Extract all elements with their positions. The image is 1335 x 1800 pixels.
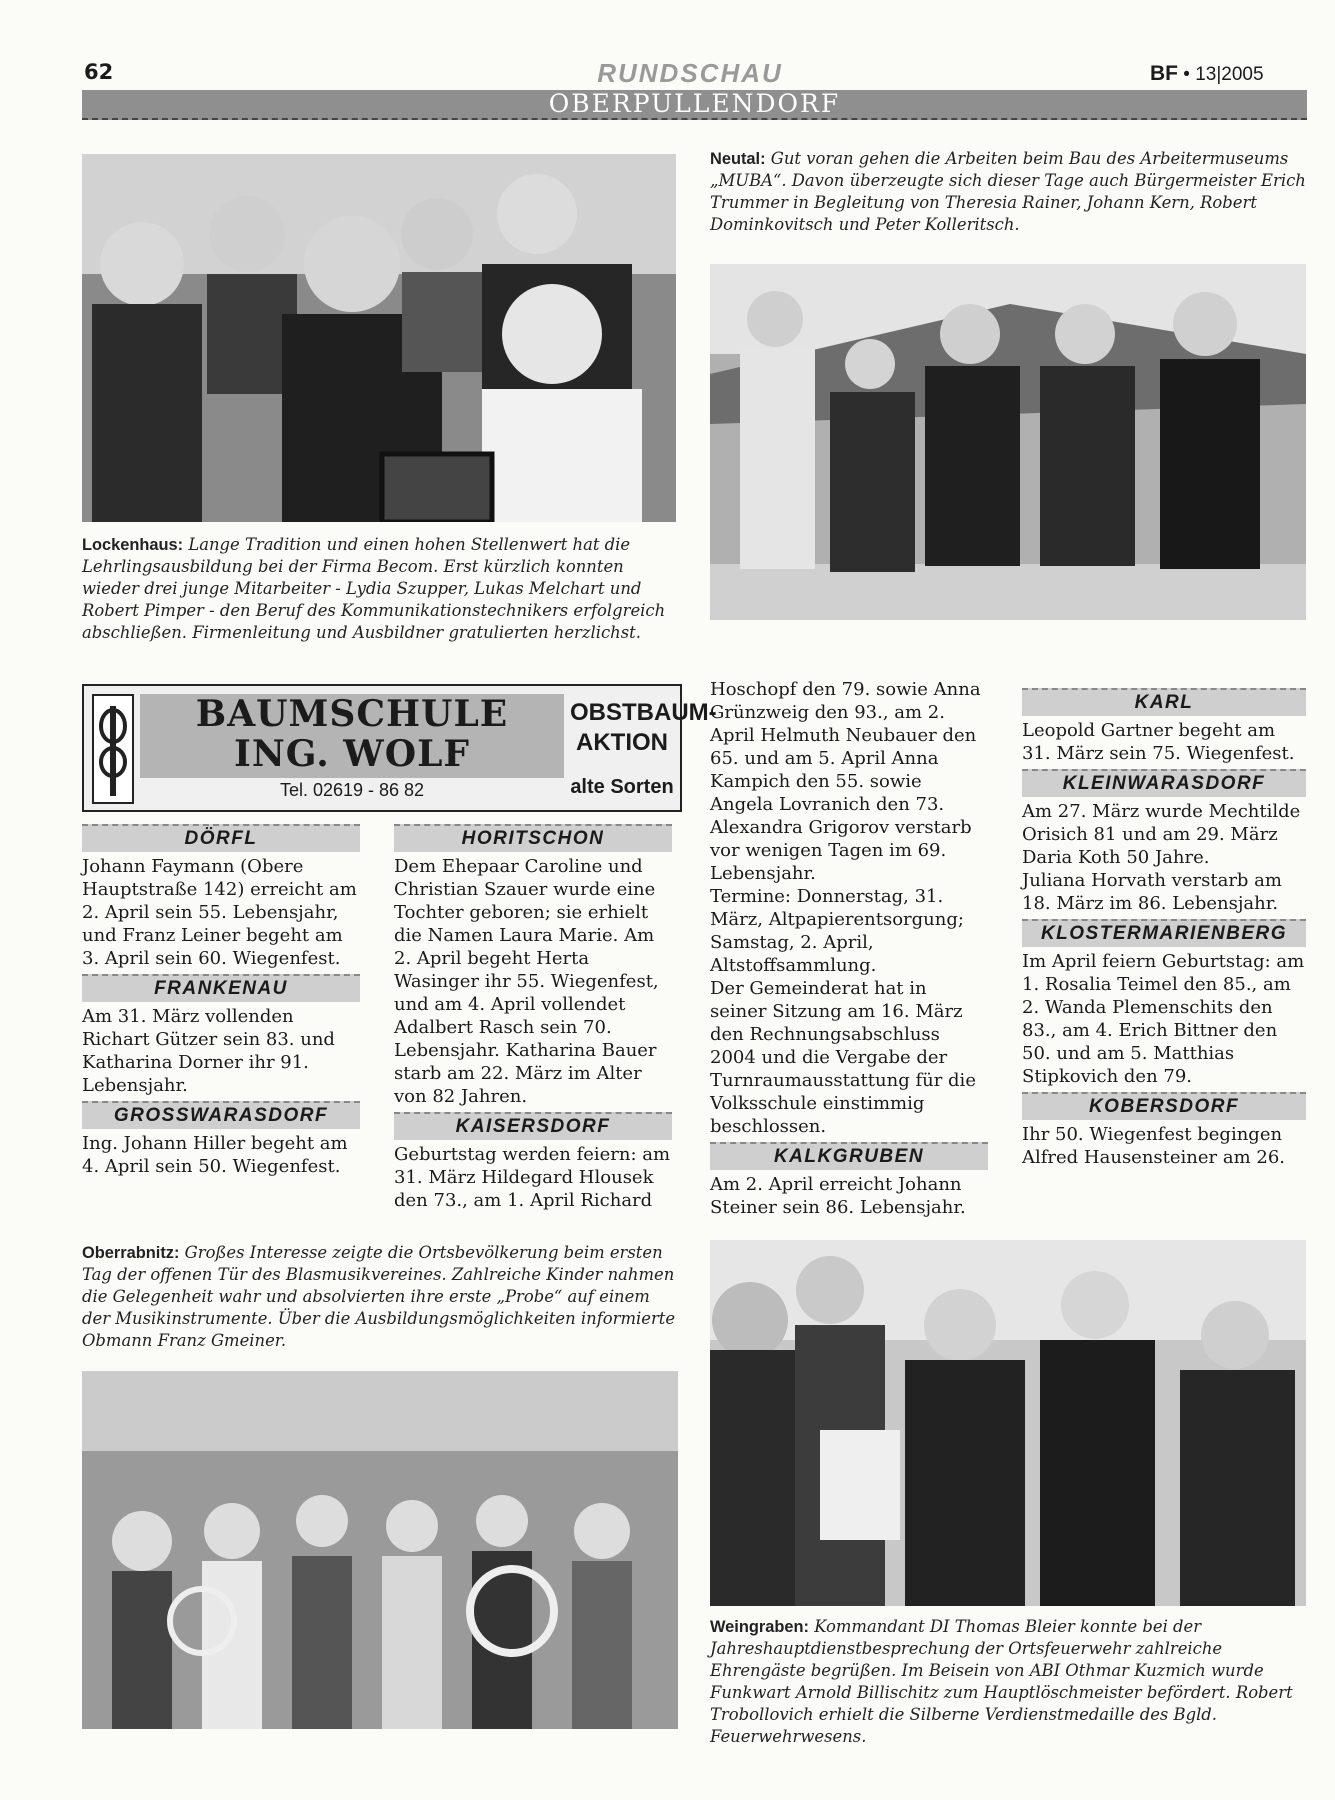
heading-kaisersdorf: KAISERSDORF [394, 1112, 672, 1140]
heading-kalkgruben: KALKGRUBEN [710, 1142, 988, 1170]
text-kaisersdorf-continued-4: Der Gemeinderat hat in seiner Sitzung am 16. März den Rechnungsabschluss 2004 und die Vergabe der Turnraumausstattung für die Volksschule einstimmig beschlossen. [710, 978, 976, 1137]
column-1 [82, 820, 360, 1178]
issue-brand: BF [1150, 62, 1178, 85]
photo-weingraben-art [710, 1240, 1306, 1606]
issue-number: 13|2005 [1195, 64, 1264, 85]
heading-doerfl: DÖRFL [82, 824, 360, 852]
photo-lockenhaus-art [82, 154, 676, 522]
caption-weingraben-place: Weingraben: [710, 1618, 809, 1636]
advert-name-line1: BAUMSCHULE [195, 693, 509, 735]
heading-klostermarienberg: KLOSTERMARIENBERG [1022, 919, 1306, 947]
caption-neutal-text: Gut voran gehen die Arbeiten beim Bau des Arbeitermuseums „MUBA“. Davon überzeugte sich dieser Tage auch Bürgermeister Erich Trummer in Begleitung von Theresia Rainer, Johann Kern, Robert Dominkovitsch und Peter Kolleritsch. [710, 149, 1306, 234]
photo-neutal-art [710, 264, 1306, 620]
heading-kobersdorf: KOBERSDORF [1022, 1092, 1306, 1120]
heading-grosswarasdorf: GROSSWARASDORF [82, 1101, 360, 1129]
photo-oberrabnitz [82, 1371, 678, 1729]
tree-icon [94, 696, 132, 802]
caption-oberrabnitz [82, 1242, 680, 1352]
text-kobersdorf: Ihr 50. Wiegenfest begingen Alfred Hausensteiner am 26. [1022, 1124, 1286, 1168]
issue-info [1150, 62, 1264, 86]
heading-horitschon: HORITSCHON [394, 824, 672, 852]
text-horitschon: Dem Ehepaar Caroline und Christian Szauer wurde eine Tochter geboren; sie erhielt die Namen Laura Marie. Am 2. April begeht Herta Wasinger ihr 55. Wiegenfest, und am 4. April vollendet Adalbert Rasch sein 70. Lebensjahr. Katharina Bauer starb am 22. März im Alter von 82 Jahren. [394, 856, 659, 1107]
photo-weingraben [710, 1240, 1306, 1606]
photo-lockenhaus [82, 154, 676, 522]
section-bar [82, 90, 1307, 120]
text-kleinwarasdorf-2: Juliana Horvath verstarb am 18. März im 86. Lebensjahr. [1022, 870, 1282, 914]
text-frankenau: Am 31. März vollenden Richart Gützer sein 83. und Katharina Dorner ihr 91. Lebensjahr. [82, 1006, 335, 1096]
text-grosswarasdorf: Ing. Johann Hiller begeht am 4. April sein 50. Wiegenfest. [82, 1133, 348, 1177]
text-kaisersdorf-continued-3: Termine: Donnerstag, 31. März, Altpapierentsorgung; Samstag, 2. April, Altstoffsammlung. [710, 886, 964, 976]
column-4 [1022, 684, 1306, 1169]
advert-phone: Tel. 02619 - 86 82 [279, 780, 425, 800]
caption-oberrabnitz-place: Oberrabnitz: [82, 1244, 180, 1262]
masthead: RUNDSCHAU [597, 58, 783, 88]
advert-name [140, 694, 564, 778]
heading-kleinwarasdorf: KLEINWARASDORF [1022, 769, 1306, 797]
photo-oberrabnitz-art [82, 1371, 678, 1729]
text-kleinwarasdorf-1: Am 27. März wurde Mechtilde Orisich 81 und am 29. März Daria Koth 50 Jahre. [1022, 801, 1301, 868]
advert-sorten: alte Sorten [570, 776, 674, 798]
caption-weingraben-text: Kommandant DI Thomas Bleier konnte bei der Jahreshauptdienstbesprechung der Ortsfeuerwehr zahlreiche Ehrengäste begrüßen. Im Beisein von ABI Othmar Kuzmich wurde Funkwart Arnold Billischitz zum Hauptlöschmeister befördert. Robert Trobollovich erhielt die Silberne Verdienstmedaille des Bgld. Feuerwehrwesens. [710, 1617, 1293, 1746]
caption-oberrabnitz-text: Großes Interesse zeigte die Ortsbevölkerung beim ersten Tag der offenen Tür des Blasmusikvereines. Zahlreiche Kinder nahmen die Gelegenheit wahr und absolvierten ihre erste „Probe“ auf einem der Musikinstrumente. Über die Ausbildungsmöglichkeiten informierte Obmann Franz Gmeiner. [82, 1243, 676, 1350]
caption-neutal-place: Neutal: [710, 150, 766, 168]
caption-neutal [710, 148, 1308, 236]
advert-name-line2: ING. WOLF [234, 733, 470, 775]
advert-baumschule [82, 684, 717, 812]
column-3 [710, 678, 988, 1219]
caption-weingraben [710, 1616, 1308, 1748]
column-2 [394, 820, 672, 1212]
text-kaisersdorf-continued-2: Alexandra Grigorov verstarb vor wenigen Tagen im 69. Lebensjahr. [710, 817, 972, 884]
section-title: OBERPULLENDORF [548, 89, 841, 118]
text-kaisersdorf-continued-1: Hoschopf den 79. sowie Anna Grünzweig den 93., am 2. April Helmuth Neubauer den 65. und am 5. April Anna Kampich den 55. sowie Angela Lovranich den 73. [710, 679, 981, 815]
text-karl: Leopold Gartner begeht am 31. März sein 75. Wiegenfest. [1022, 720, 1295, 764]
caption-lockenhaus [82, 534, 680, 644]
page-number: 62 [84, 60, 114, 84]
text-kaisersdorf: Geburtstag werden feiern: am 31. März Hildegard Hlousek den 73., am 1. April Richard [394, 1144, 671, 1211]
caption-lockenhaus-text: Lange Tradition und einen hohen Stellenwert hat die Lehrlingsausbildung bei der Firma Becom. Erst kürzlich konnten wieder drei junge Mitarbeiter - Lydia Szupper, Lukas Melchart und Robert Pimper - den Beruf des Kommunikationstechnikers erfolgreich abschließen. Firmenleitung und Ausbildner gratulierten herzlichst. [82, 535, 666, 642]
issue-separator: • [1183, 64, 1190, 85]
photo-neutal [710, 264, 1306, 620]
heading-frankenau: FRANKENAU [82, 974, 360, 1002]
advert-offer: OBSTBAUM-AKTION [570, 699, 717, 756]
advert-tree-logo [92, 694, 134, 804]
text-klostermarienberg: Im April feiern Geburtstag: am 1. Rosalia Teimel den 85., am 2. Wanda Plemenschits den 83., am 4. Erich Bittner den 50. und am 5. Matthias Stipkovich den 79. [1022, 951, 1305, 1087]
caption-lockenhaus-place: Lockenhaus: [82, 536, 184, 554]
text-doerfl: Johann Faymann (Obere Hauptstraße 142) erreicht am 2. April sein 55. Lebensjahr, und Franz Leiner begeht am 3. April sein 60. Wiegenfest. [82, 856, 357, 969]
heading-karl: KARL [1022, 688, 1306, 716]
text-kalkgruben: Am 2. April erreicht Johann Steiner sein 86. Lebensjahr. [710, 1174, 966, 1218]
